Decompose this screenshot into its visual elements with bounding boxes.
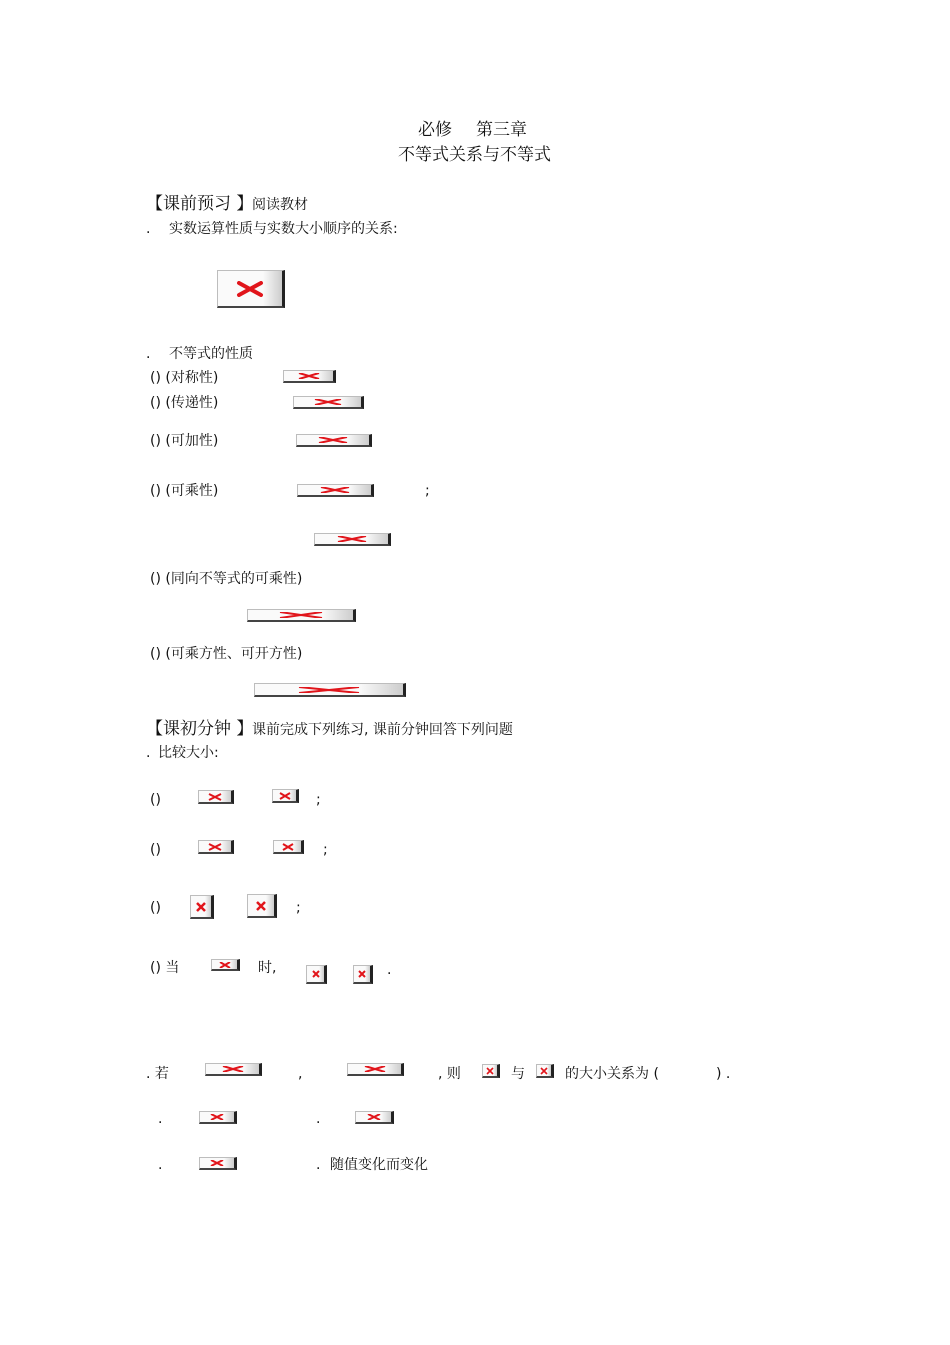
semicolon: ; <box>323 842 328 858</box>
broken-image-icon <box>247 894 277 918</box>
semicolon: ; <box>425 483 430 499</box>
option-d-text: 随值变化而变化 <box>330 1157 428 1173</box>
broken-image-icon <box>205 1063 262 1076</box>
broken-image-icon <box>482 1064 500 1078</box>
property-transitive-label: () (传递性) <box>150 395 219 411</box>
part-label: () <box>150 900 161 916</box>
period: . <box>387 962 392 978</box>
page-title: 不等式关系与不等式 <box>398 145 551 165</box>
relation-text: 的大小关系为 ( <box>565 1066 659 1082</box>
broken-image-icon <box>217 270 285 308</box>
section-heading-preview: 【课前预习 】 <box>146 194 254 214</box>
section-heading-warmup: 【课初分钟 】 <box>146 719 254 739</box>
broken-image-icon <box>355 1111 394 1124</box>
broken-image-icon <box>296 434 372 447</box>
property-multiplicative-label: () (可乘性) <box>150 483 219 499</box>
broken-image-icon <box>190 895 214 919</box>
part-label: () <box>150 842 161 858</box>
chapter-label: 必修 <box>418 120 452 140</box>
semicolon: ; <box>316 792 321 808</box>
broken-image-icon <box>297 484 374 497</box>
property-additive-label: () (可加性) <box>150 433 219 449</box>
option-b-marker: . <box>316 1111 321 1127</box>
section-subtitle-preview: 阅读教材 <box>252 197 308 213</box>
property-power-root-label: () (可乘方性、可开方性) <box>150 646 303 662</box>
broken-image-icon <box>314 533 391 546</box>
broken-image-icon <box>283 370 336 383</box>
section-subtitle-warmup: 课前完成下列练习, 课前分钟回答下列问题 <box>252 722 513 738</box>
item-text: 实数运算性质与实数大小顺序的关系: <box>169 221 398 237</box>
item-text: 不等式的性质 <box>169 346 253 362</box>
and-text: 与 <box>511 1066 525 1082</box>
broken-image-icon <box>293 396 364 409</box>
option-a-marker: . <box>158 1111 163 1127</box>
broken-image-icon <box>199 1157 237 1170</box>
broken-image-icon <box>347 1063 404 1076</box>
broken-image-icon <box>272 789 299 803</box>
broken-image-icon <box>211 959 240 971</box>
part-mid-text: 时, <box>258 960 277 976</box>
option-d-marker: . <box>316 1157 321 1173</box>
property-symmetry-label: () (对称性) <box>150 370 219 386</box>
broken-image-icon <box>199 1111 237 1124</box>
item-number: . <box>146 221 151 237</box>
broken-image-icon <box>247 609 356 622</box>
broken-image-icon <box>198 790 234 804</box>
comma: , <box>298 1066 303 1082</box>
broken-image-icon <box>536 1064 554 1078</box>
part-label: () <box>150 792 161 808</box>
broken-image-icon <box>306 965 327 984</box>
then-text: , 则 <box>438 1066 461 1082</box>
part-label: () 当 <box>150 960 180 976</box>
broken-image-icon <box>273 840 304 854</box>
chapter-number: 第三章 <box>476 120 527 140</box>
question-prefix: . 若 <box>146 1066 169 1082</box>
answer-close: ) . <box>716 1066 731 1082</box>
broken-image-icon <box>198 840 234 854</box>
broken-image-icon <box>353 965 373 984</box>
item-number: . <box>146 346 151 362</box>
question-number: . <box>146 745 151 761</box>
property-same-direction-label: () (同向不等式的可乘性) <box>150 571 303 587</box>
option-c-marker: . <box>158 1157 163 1173</box>
semicolon: ; <box>296 900 301 916</box>
broken-image-icon <box>254 683 406 697</box>
question-text: 比较大小: <box>158 745 219 761</box>
